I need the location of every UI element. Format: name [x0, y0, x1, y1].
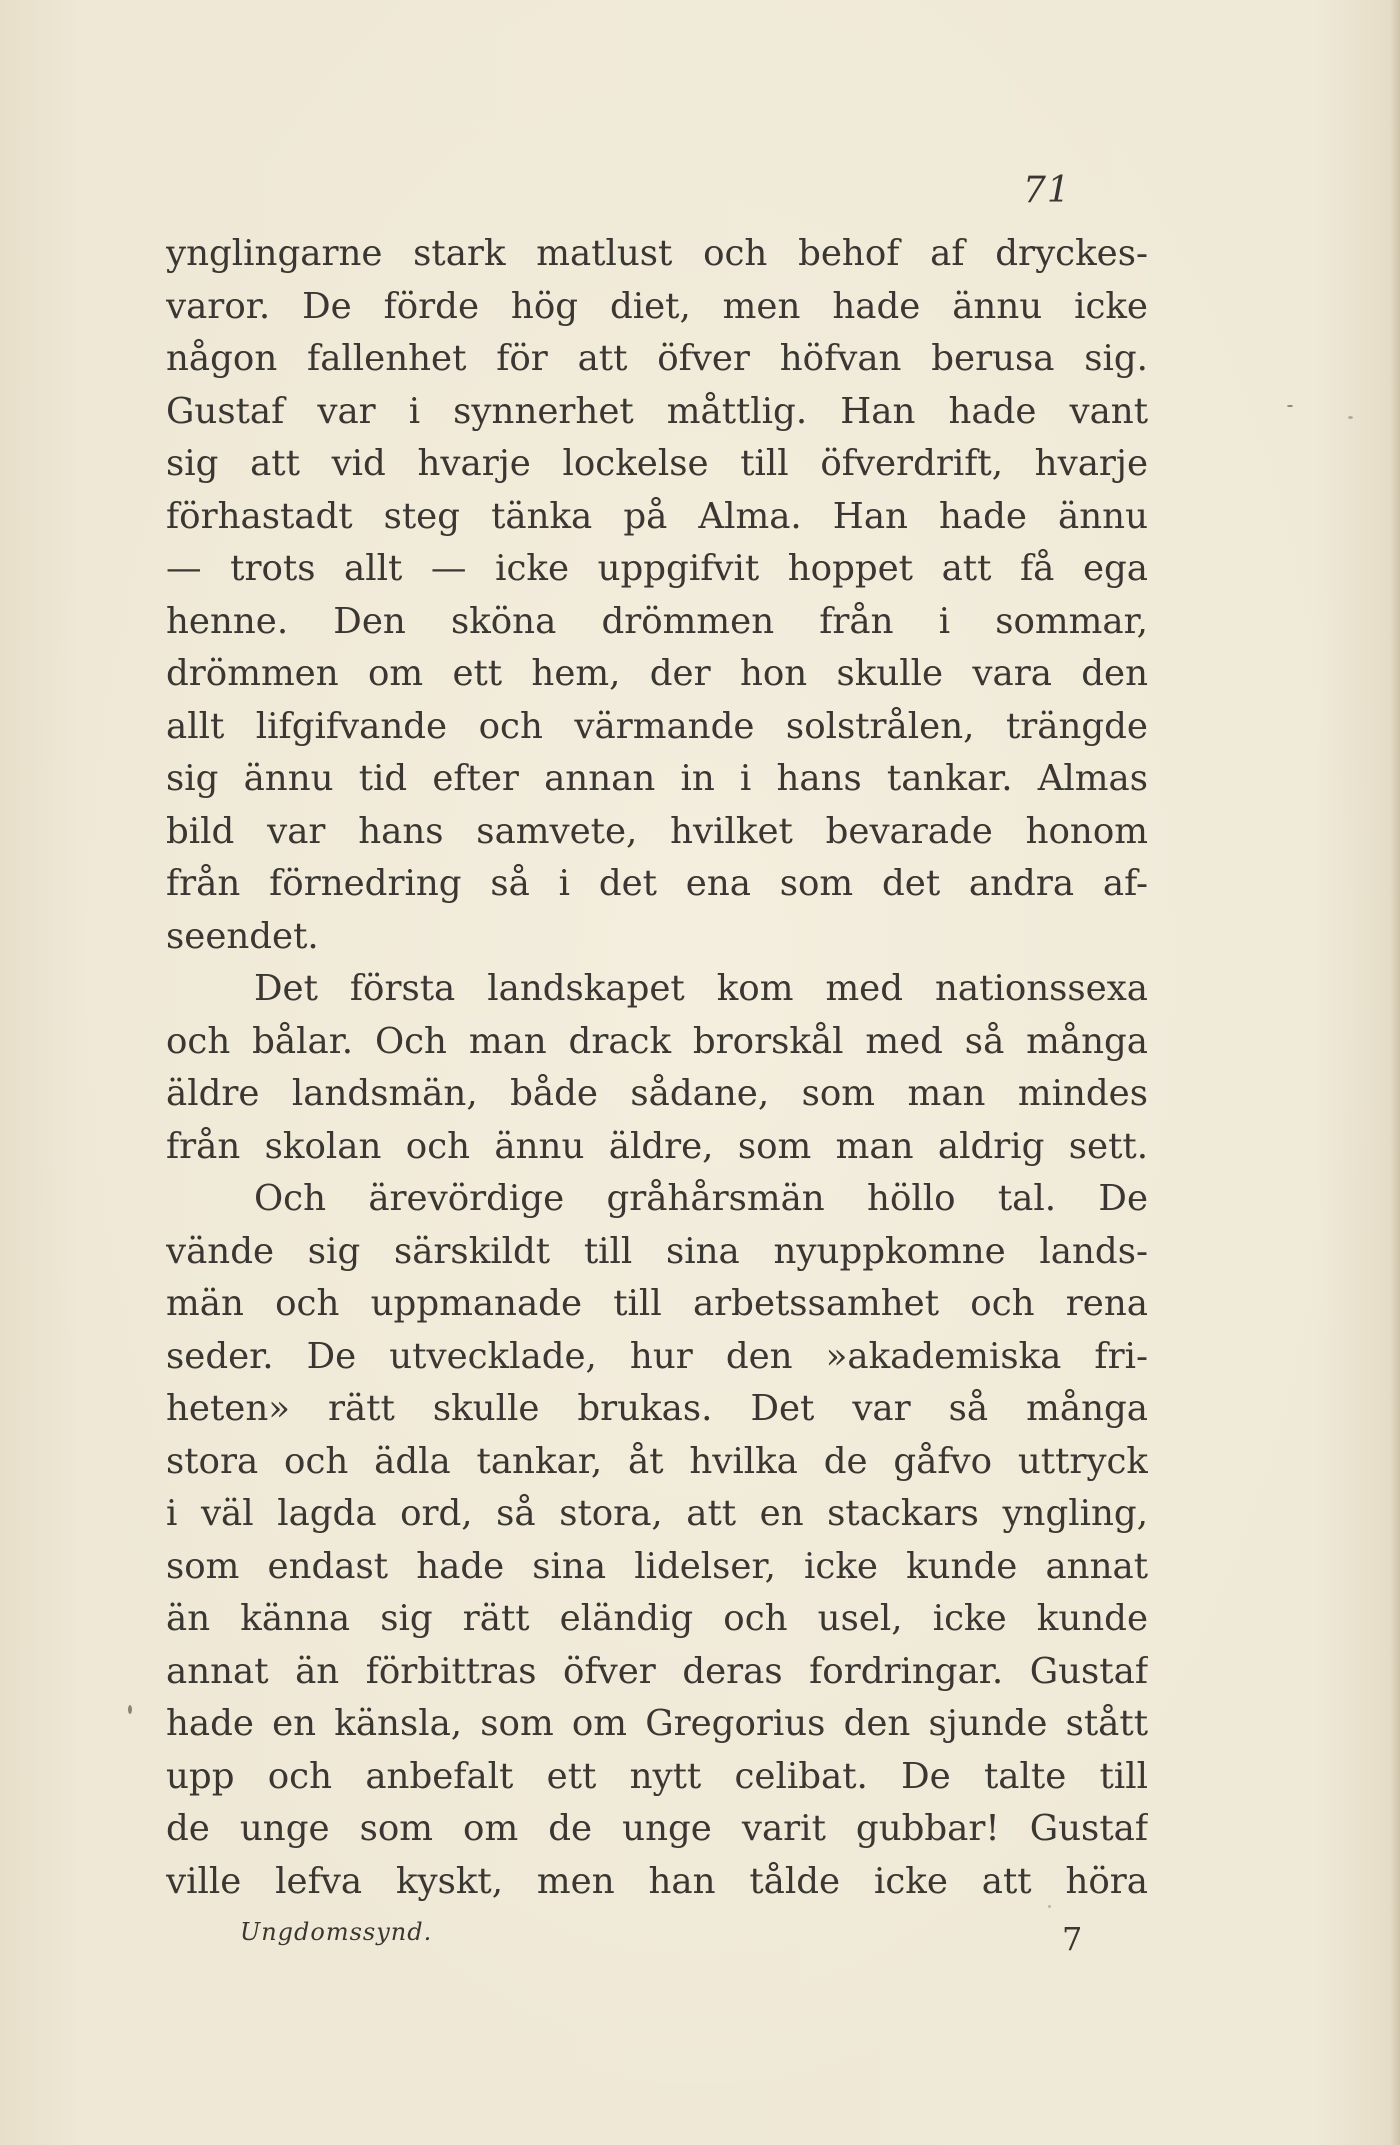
sheet-number: 7: [1062, 1920, 1083, 1958]
text-line: stora och ädla tankar, åt hvilka de gåfvo uttryck: [166, 1440, 1148, 1482]
text-line: ville lefva kyskt, men han tålde icke att höra: [166, 1860, 1148, 1902]
text-line: drömmen om ett hem, der hon skulle vara den: [166, 653, 1148, 694]
text-line: varor. De förde hög diet, men hade ännu icke: [166, 285, 1148, 327]
text-line: vände sig särskildt till sina nyuppkomne lands-: [166, 1230, 1148, 1272]
body-text: [166, 228, 1148, 1908]
text-line: sig ännu tid efter annan in i hans tankar. Almas: [166, 758, 1148, 799]
text-line: i väl lagda ord, så stora, att en stackars yngling,: [166, 1493, 1148, 1534]
text-line: någon fallenhet för att öfver höfvan berusa sig.: [166, 338, 1148, 379]
page-number: 71: [1023, 170, 1071, 211]
text-line: Det första landskapet kom med nationssexa: [254, 968, 1148, 1009]
text-line: förhastadt steg tänka på Alma. Han hade ännu: [166, 495, 1148, 537]
text-line: än känna sig rätt eländig och usel, icke kunde: [166, 1598, 1148, 1639]
paper-speck: [1287, 405, 1293, 407]
text-line: seendet.: [166, 915, 319, 957]
paper-speck: [128, 1705, 132, 1714]
text-line: äldre landsmän, både sådane, som man mindes: [166, 1073, 1148, 1114]
page-edge-shadow: [1390, 0, 1400, 2145]
text-line: Gustaf var i synnerhet måttlig. Han hade vant: [166, 390, 1148, 432]
text-line: män och uppmanade till arbetssamhet och rena: [166, 1283, 1148, 1324]
text-line: och bålar. Och man drack brorskål med så många: [166, 1020, 1148, 1062]
page-footer: [240, 1918, 1120, 1968]
text-line: heten» rätt skulle brukas. Det var så många: [166, 1388, 1148, 1429]
text-line: henne. Den sköna drömmen från i sommar,: [166, 600, 1148, 642]
text-line: sig att vid hvarje lockelse till öfverdrift, hvarje: [166, 443, 1148, 484]
text-line: — trots allt — icke uppgifvit hoppet att få ega: [166, 548, 1148, 589]
text-line: ynglingarne stark matlust och behof af dryckes-: [166, 233, 1148, 274]
text-line: från förnedring så i det ena som det andra af-: [166, 863, 1148, 904]
text-line: bild var hans samvete, hvilket bevarade honom: [166, 810, 1148, 852]
paper-speck: [1048, 1905, 1051, 1908]
text-line: hade en känsla, som om Gregorius den sjunde stått: [166, 1703, 1148, 1744]
text-line: seder. De utvecklade, hur den »akademiska fri-: [166, 1335, 1148, 1377]
text-line: som endast hade sina lidelser, icke kunde annat: [166, 1545, 1148, 1587]
text-line: allt lifgifvande och värmande solstrålen, trängde: [166, 705, 1148, 747]
text-line: de unge som om de unge varit gubbar! Gustaf: [166, 1808, 1148, 1849]
text-line: annat än förbittras öfver deras fordringar. Gustaf: [166, 1650, 1148, 1692]
text-line: från skolan och ännu äldre, som man aldrig sett.: [166, 1125, 1148, 1167]
text-line: upp och anbefalt ett nytt celibat. De talte till: [166, 1755, 1148, 1797]
paper-speck: [1348, 416, 1353, 419]
signature-mark: Ungdomssynd.: [240, 1918, 433, 1946]
text-line: Och ärevördige gråhårsmän höllo tal. De: [254, 1178, 1148, 1219]
